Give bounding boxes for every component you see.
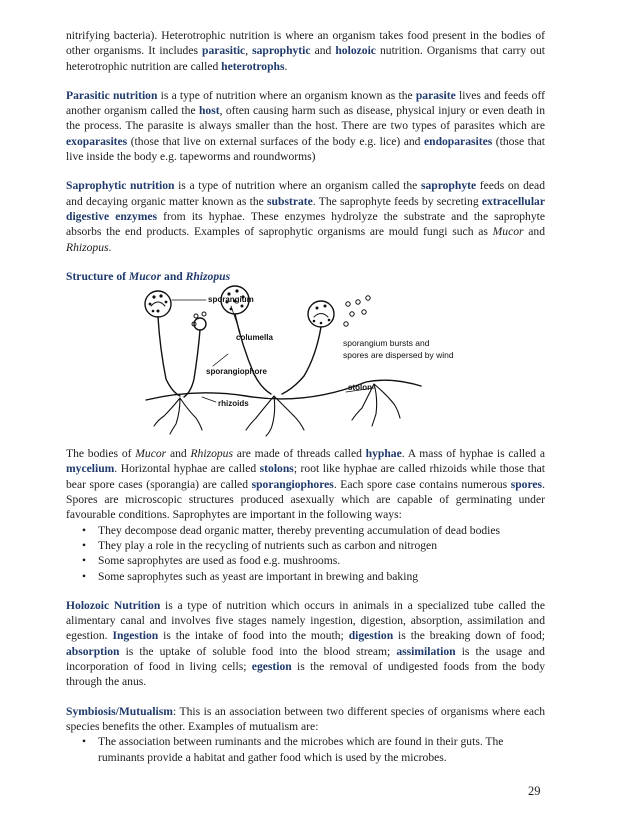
columella-left (151, 302, 165, 306)
diagram-svg (136, 284, 481, 444)
sporangiophore-burst (184, 330, 200, 397)
list-item: • The association between ruminants and the microbes which are found in their guts. The ruminants provide a habitat and gather food which is used by the microbes. (98, 734, 545, 765)
label-burst-line-1: sporangium bursts and (343, 338, 430, 349)
term-ingestion: Ingestion (112, 629, 159, 643)
term-egestion: egestion (251, 660, 292, 674)
saprophyte-importance-list (66, 523, 545, 584)
term-mycelium: mycelium (66, 462, 115, 476)
list-item: • They decompose dead organic matter, thereby preventing accumulation of dead bodies (98, 523, 545, 538)
term-saprophytic-nutrition: Saprophytic nutrition (66, 179, 175, 193)
term-hyphae: hyphae (365, 447, 402, 461)
term-parasitic: parasitic (202, 44, 246, 58)
term-saprophytic: saprophytic (252, 44, 311, 58)
label-burst-line-2: spores are dispersed by wind (343, 350, 454, 361)
term-exoparasites: exoparasites (66, 134, 128, 148)
list-item: • Some saprophytes such as yeast are important in brewing and baking (98, 569, 545, 584)
term-mucor: Mucor (492, 225, 524, 239)
stolon (146, 380, 421, 400)
term-heterotrophs: heterotrophs (221, 59, 285, 73)
leader-sporangiophore (213, 354, 228, 366)
term-sporangiophores: sporangiophores (251, 477, 334, 491)
term-host: host (198, 104, 220, 118)
rhizoids-middle (246, 396, 304, 436)
section-heading-structure: Structure of Mucor and Rhizopus (66, 269, 231, 283)
term-rhizopus: Rhizopus (66, 240, 109, 254)
term-endoparasites: endoparasites (423, 134, 493, 148)
paragraph-heterotrophic: nitrifying bacteria). Heterotrophic nutrition is where an organism takes food present in the bodies of other organisms. It includes parasitic, saprophytic and holozoic nutrition. Organisms that carry out heterotrophic nutrition are called heterotrophs. (66, 29, 545, 73)
term-digestion: digestion (348, 629, 394, 643)
page-body (66, 28, 545, 765)
leader-rhizoids (202, 397, 216, 402)
label-stolon: stolon (348, 383, 372, 393)
page-number: 29 (528, 784, 541, 798)
rhizoids-left (154, 398, 202, 434)
paragraph-holozoic: Holozoic Nutrition is a type of nutrition which occurs in animals in a specialized tube called the alimentary canal and involves five stages namely ingestion, digestion, absorption, assimilation and egestion. Ingestion is the intake of food into the mouth; digestion is the breaking down of food; absorption is the uptake of soluble food into the blood stream; assimilation is the usage and incorporation of food in living cells; egestion is the removal of undigested foods from the body through the anus. (66, 598, 546, 689)
list-item: • Some saprophytes are used as food e.g. mushrooms. (98, 553, 545, 568)
label-columella: columella (236, 333, 273, 343)
label-rhizoids: rhizoids (218, 399, 249, 409)
term-spores: spores (510, 477, 543, 491)
term-saprophyte: saprophyte (420, 179, 477, 193)
paragraph-symbiosis: Symbiosis/Mutualism: This is an association between two different species of organisms where each species benefits the other. Examples of mutualism are: (66, 704, 545, 733)
sporangiophore-left (158, 317, 180, 396)
term-symbiosis: Symbiosis/Mutualism (66, 704, 173, 718)
term-holozoic: holozoic (335, 44, 376, 58)
columella-right (314, 314, 328, 318)
term-holozoic-nutrition: Holozoic Nutrition (66, 598, 161, 612)
list-item: • They play a role in the recycling of nutrients such as carbon and nitrogen (98, 538, 545, 553)
term-stolons: stolons (259, 462, 294, 476)
label-sporangium: sporangium (208, 295, 254, 305)
sporangiophore-middle (235, 314, 271, 394)
paragraph-parasitic: Parasitic nutrition is a type of nutrition where an organism known as the parasite lives and feeds off another organism called the host, often causing harm such as disease, physical injury or even death in the process. The parasite is always smaller than the host. There are two types of parasites which are exoparasites (those that live on external surfaces of the body e.g. lice) and endoparasites (those that live inside the body e.g. tapeworms and roundworms) (66, 88, 546, 164)
term-enzymes: extracellular digestive enzymes (66, 194, 545, 223)
term-parasite: parasite (415, 88, 456, 102)
term-assimilation: assimilation (396, 644, 456, 658)
leader-columella (231, 306, 240, 332)
sporangiophore-right (282, 327, 321, 394)
term-parasitic-nutrition: Parasitic nutrition (66, 88, 158, 102)
term-substrate: substrate (267, 194, 313, 208)
mutualism-list (66, 734, 545, 765)
paragraph-hyphae: The bodies of Mucor and Rhizopus are made of threads called hyphae. A mass of hyphae is called a mycelium. Horizontal hyphae are called stolons; root like hyphae are called rhizoids while those that bear spore cases (sporangia) are called sporangiophores. Each spore case contains numerous spores. Spores are microscopic structures produced asexually which are capable of germinating under favourable conditions. Saprophytes are important in the following ways: (66, 447, 545, 522)
mucor-rhizopus-diagram (66, 284, 545, 444)
paragraph-saprophytic: Saprophytic nutrition is a type of nutrition where an organism called the saprophyte feeds on dead and decaying organic matter known as the substrate. The saprophyte feeds by secreting extracellular digestive enzymes from its hyphae. These enzymes hydrolyze the substrate and the saprophyte absorbs the end products. Examples of saprophytic organisms are mould fungi such as Mucor and Rhizopus. (66, 179, 546, 254)
label-sporangiophore: sporangiophore (206, 367, 267, 377)
term-absorption: absorption (66, 644, 120, 658)
